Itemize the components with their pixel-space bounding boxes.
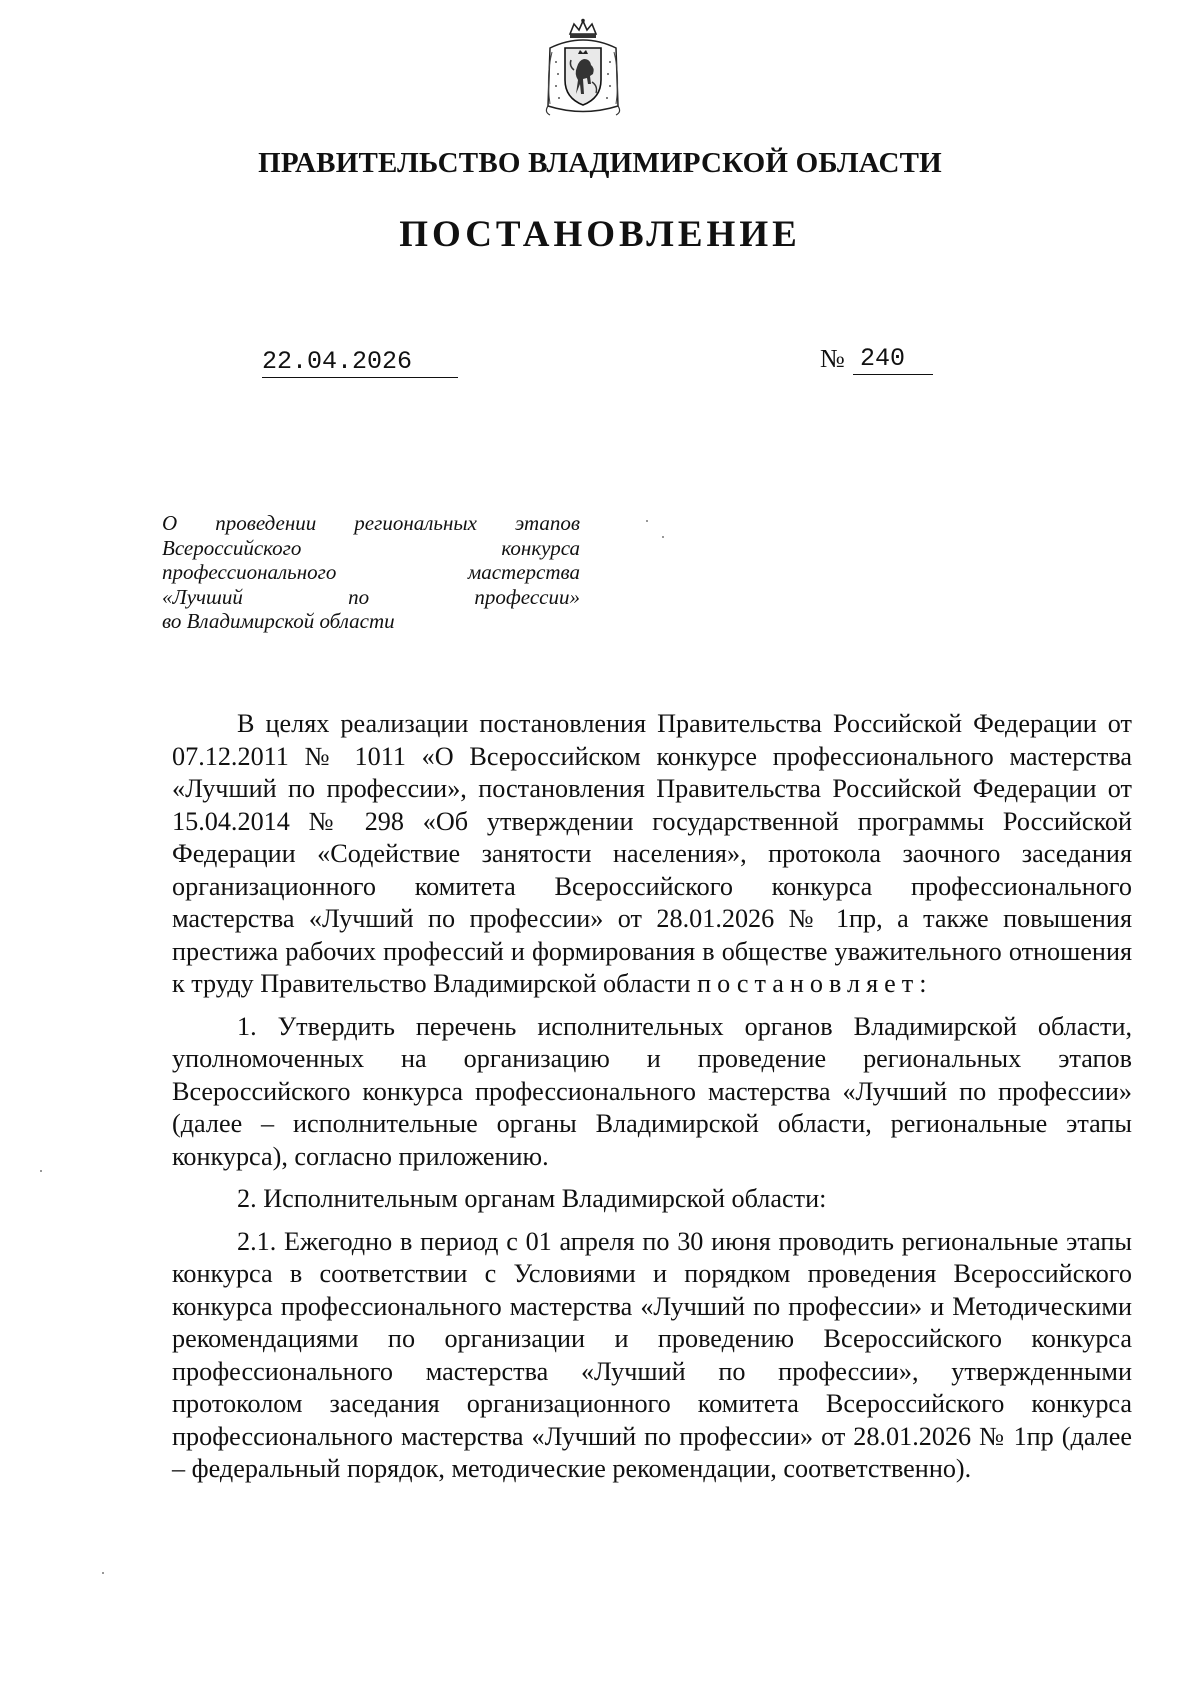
document-number: 240 [860,344,906,373]
document-date: 22.04.2026 [262,347,413,376]
subject-line: во Владимирской области [162,609,395,633]
subject-line: профессионального мастерства [162,560,580,584]
subject-line: О проведении региональных этапов [162,511,580,535]
number-underline [853,374,933,375]
coat-of-arms-icon [538,18,628,118]
item-2-1-paragraph: 2.1. Ежегодно в период с 01 апреля по 30 июня проводить региональные этапы конкурса в соответствии с Условиями и порядком проведения Всероссийского конкурса профессионального мастерства «Лучший по профессии» и Методическими рекомендациями по организации и проведению Всероссийского конкурса профессионального мастерства «Лучший по профессии», утвержденными протоколом заседания организационного комитета Всероссийского конкурса профессионального мастерства «Лучший по профессии» от 28.01.2026 № 1пр (далее – федеральный порядок, методические рекомендации, соответственно). [172,1226,1132,1483]
number-sign: № [820,344,845,373]
document-subject [162,511,580,634]
item-1-paragraph: 1. Утвердить перечень исполнительных органов Владимирской области, уполномоченных на организацию и проведение региональных этапов Всероссийского конкурса профессионального мастерства «Лучший по профессии» (далее – исполнительные органы Владимирской области, региональные этапы конкурса), согласно приложению. [172,1011,1132,1171]
scan-speck [102,1572,104,1574]
scan-speck [646,520,648,522]
preamble-text: В целях реализации постановления Правительства Российской Федерации от 07.12.2011 № 1011 «О Всероссийском конкурсе профессионального мастерства «Лучший по профессии», постановления Правительства Российской Федерации от 15.04.2014 № 298 «Об утверждении государственной программы Российской Федерации «Содействие занятости населения», протокола заочного заседания организационного комитета Всероссийского конкурса профессионального мастерства «Лучший по профессии» от 28.01.2026 № 1пр, а также повышения престижа рабочих профессий и формирования в обществе уважительного отношения к труду Правительство Владимирской области [172,709,1132,998]
subject-line: Всероссийского конкурса [162,535,580,560]
document-type: ПОСТАНОВЛЕНИЕ [399,214,801,255]
scan-speck [40,1170,42,1172]
document-body [172,708,1132,1486]
decree-word: постановляет: [697,969,933,998]
scan-speck [662,536,664,538]
preamble-paragraph [172,708,1132,1001]
date-underline [262,377,458,378]
item-2-paragraph: 2. Исполнительным органам Владимирской области: [237,1184,827,1213]
subject-line: «Лучший по профессии» [162,584,580,609]
issuing-authority: ПРАВИТЕЛЬСТВО ВЛАДИМИРСКОЙ ОБЛАСТИ [258,147,942,179]
